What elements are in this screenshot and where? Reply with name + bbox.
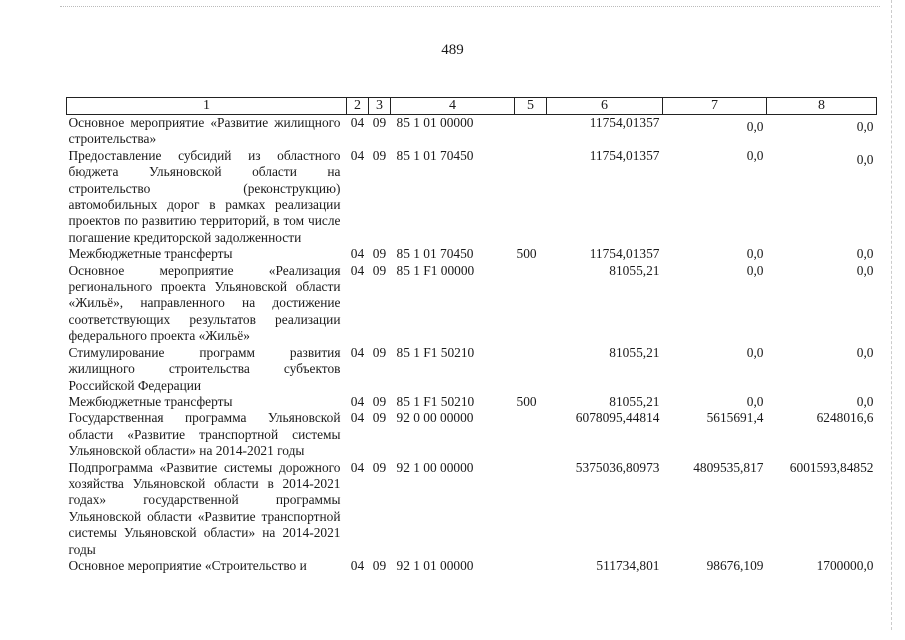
- table-row: [67, 115, 877, 148]
- row-section: 04: [350, 410, 365, 426]
- row-value-8: 0,0: [856, 246, 874, 262]
- row-section: 04: [350, 246, 365, 262]
- header-col-4: 4: [391, 98, 515, 115]
- row-value-8: 0,0: [856, 151, 874, 167]
- row-target-article: 85 1 F1 00000: [396, 262, 475, 278]
- row-target-article: 85 1 01 70450: [396, 246, 474, 262]
- row-value-6: 11754,01357: [589, 147, 660, 163]
- table-header: [67, 98, 877, 115]
- row-value-7: 0,0: [746, 119, 764, 134]
- row-value-6: 511734,801: [596, 557, 660, 573]
- row-value-7: 0,0: [746, 393, 764, 409]
- row-expense-type: 500: [516, 393, 537, 409]
- row-value-6: 81055,21: [609, 344, 660, 360]
- row-expense-type: [515, 115, 547, 148]
- row-section: 04: [350, 115, 365, 130]
- header-col-5: 5: [515, 98, 547, 115]
- row-value-8: 6248016,6: [816, 410, 874, 426]
- row-name: Основное мероприятие «Строительство и: [68, 557, 307, 573]
- row-value-7: 0,0: [746, 262, 764, 278]
- row-subsection: 09: [372, 262, 387, 278]
- row-section: 04: [350, 147, 365, 163]
- row-value-6: 11754,01357: [589, 246, 660, 262]
- row-target-article: 85 1 01 70450: [396, 147, 474, 163]
- row-section: 04: [350, 557, 365, 573]
- table-row: [67, 345, 877, 394]
- table-row: [67, 394, 877, 410]
- row-value-8: 6001593,84852: [789, 459, 874, 475]
- row-section: 04: [350, 262, 365, 278]
- row-value-7: 98676,109: [706, 557, 764, 573]
- header-col-3: 3: [369, 98, 391, 115]
- row-section: 04: [350, 393, 365, 409]
- row-value-7: 4809535,817: [693, 459, 764, 475]
- row-name: Подпрограмма «Развитие системы дорожного хозяйства Ульяновской области в 2014-2021 годах» государственной программы Ульяновской области «Развитие транспортной системы Ульяновской области» на 2014-2021 годы: [68, 459, 341, 557]
- row-value-8: 0,0: [856, 393, 874, 409]
- row-section: 04: [350, 459, 365, 475]
- table-row: [67, 263, 877, 345]
- row-value-7: 0,0: [746, 246, 764, 262]
- row-value-7: 0,0: [746, 147, 764, 163]
- scan-right-edge: [891, 0, 893, 630]
- row-expense-type: [515, 345, 547, 394]
- row-subsection: 09: [372, 246, 387, 262]
- row-subsection: 09: [372, 410, 387, 426]
- row-subsection: 09: [372, 115, 387, 130]
- row-subsection: 09: [372, 344, 387, 360]
- row-name: Государственная программа Ульяновской области «Развитие транспортной системы Ульяновской области» на 2014-2021 годы: [68, 410, 341, 459]
- row-target-article: 85 1 F1 50210: [396, 344, 475, 360]
- row-target-article: 92 0 00 00000: [396, 410, 474, 426]
- row-name: Основное мероприятие «Реализация регионального проекта Ульяновской области «Жильё», направленного на достижение соответствующих результатов реализации федерального проекта «Жильё»: [68, 262, 341, 344]
- table-row: [67, 558, 877, 574]
- page-number: 489: [441, 42, 464, 58]
- table-row: [67, 460, 877, 558]
- row-subsection: 09: [372, 393, 387, 409]
- row-value-8: 0,0: [856, 262, 874, 278]
- header-col-8: 8: [767, 98, 877, 115]
- row-subsection: 09: [372, 147, 387, 163]
- header-row: [67, 98, 877, 115]
- row-expense-type: [515, 410, 547, 459]
- row-name: Предоставление субсидий из областного бюджета Ульяновской области на строительство (реконструкцию) автомобильных дорог в рамках реализации проектов по развитию территорий, в том числе погашение кредиторской задолженности: [68, 147, 341, 245]
- scan-top-edge: [60, 6, 880, 9]
- header-col-1: 1: [67, 98, 347, 115]
- table-row: [67, 246, 877, 262]
- row-value-7: 5615691,4: [706, 410, 764, 426]
- row-expense-type: 500: [516, 246, 537, 262]
- row-value-6: 81055,21: [609, 393, 660, 409]
- row-subsection: 09: [372, 459, 387, 475]
- row-target-article: 85 1 01 00000: [396, 115, 474, 130]
- row-subsection: 09: [372, 557, 387, 573]
- row-value-6: 6078095,44814: [575, 410, 660, 426]
- row-name: Межбюджетные трансферты: [68, 393, 233, 409]
- row-value-8: 1700000,0: [816, 557, 874, 573]
- header-col-6: 6: [547, 98, 663, 115]
- row-expense-type: [515, 263, 547, 345]
- table-row: [67, 410, 877, 459]
- row-value-6: 81055,21: [609, 262, 660, 278]
- budget-table: [66, 97, 877, 574]
- header-col-7: 7: [663, 98, 767, 115]
- row-value-8: 0,0: [856, 344, 874, 360]
- row-section: 04: [350, 344, 365, 360]
- table-row: [67, 148, 877, 246]
- row-name: Стимулирование программ развития жилищного строительства субъектов Российской Федерации: [68, 344, 341, 393]
- row-value-6: 11754,01357: [589, 115, 660, 130]
- row-expense-type: [515, 148, 547, 246]
- row-value-7: 0,0: [746, 344, 764, 360]
- table-body: [67, 115, 877, 575]
- row-target-article: 92 1 01 00000: [396, 557, 474, 573]
- header-col-2: 2: [347, 98, 369, 115]
- row-value-8: 0,0: [856, 119, 874, 134]
- row-expense-type: [515, 558, 547, 574]
- row-expense-type: [515, 460, 547, 558]
- row-value-6: 5375036,80973: [575, 459, 660, 475]
- row-name: Межбюджетные трансферты: [68, 246, 233, 262]
- row-target-article: 92 1 00 00000: [396, 459, 474, 475]
- row-name: Основное мероприятие «Развитие жилищного строительства»: [68, 115, 341, 147]
- row-target-article: 85 1 F1 50210: [396, 393, 475, 409]
